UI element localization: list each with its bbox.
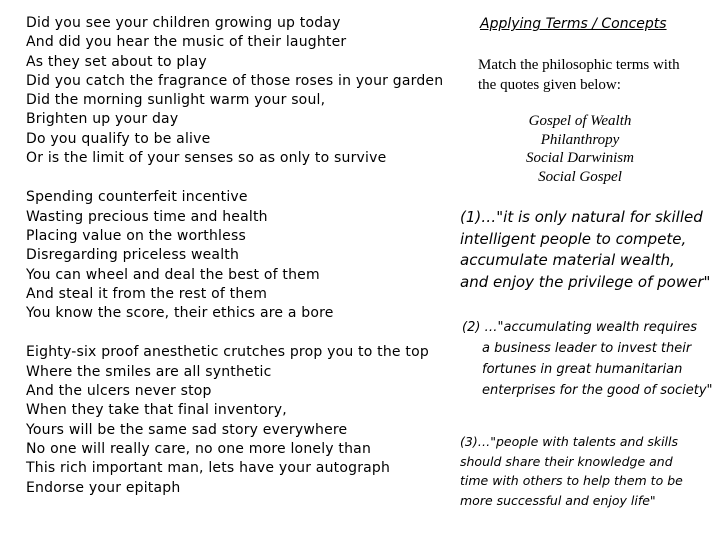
poem-line: Yours will be the same sad story everywhere — [26, 421, 348, 438]
terms-list — [480, 112, 680, 186]
quote-line: fortunes in great humanitarian — [482, 362, 683, 377]
quote-line: a business leader to invest their — [482, 341, 692, 356]
term-item: Social Gospel — [538, 168, 622, 185]
quote-line: time with others to help them to be — [460, 473, 683, 489]
poem-line: When they take that final inventory, — [26, 402, 287, 419]
quote-line: (2) …"accumulating wealth requires — [462, 320, 698, 335]
poem-line: Spending counterfeit incentive — [26, 189, 248, 206]
poem-line: Wasting precious time and health — [26, 208, 268, 225]
poem-line: And did you hear the music of their laughter — [26, 34, 347, 51]
poem-line: Where the smiles are all synthetic — [26, 363, 272, 380]
quote-line: enterprises for the good of society" — [482, 383, 713, 398]
poem-line: Did you catch the fragrance of those roses in your garden — [26, 72, 444, 89]
quote-line: more successful and enjoy life" — [460, 492, 656, 508]
poem-line: Did you see your children growing up today — [26, 15, 341, 31]
poem-line: Or is the limit of your senses so as only to survive — [26, 150, 387, 167]
poem-line: Disregarding priceless wealth — [26, 247, 240, 264]
activity-instruction — [478, 55, 680, 95]
quote-1 — [460, 207, 710, 293]
poem-stanza-1 — [26, 14, 458, 168]
poem-line: Brighten up your day — [26, 111, 179, 128]
poem-line: Eighty-six proof anesthetic crutches prop you to the top — [26, 344, 429, 361]
poem-line: You can wheel and deal the best of them — [26, 266, 320, 283]
instruction-line: Match the philosophic terms with — [478, 57, 680, 73]
poem-line: And the ulcers never stop — [26, 383, 212, 400]
instruction-line: the quotes given below: — [478, 77, 621, 93]
poem-line: Did the morning sunlight warm your soul, — [26, 92, 326, 109]
poem-line: As they set about to play — [26, 53, 207, 70]
term-item: Social Darwinism — [526, 150, 634, 166]
poem — [26, 14, 458, 518]
quote-line: intelligent people to compete, — [460, 229, 687, 248]
quote-line: accumulate material wealth, — [460, 251, 675, 269]
poem-stanza-2 — [26, 188, 458, 323]
quote-2 — [462, 317, 713, 401]
poem-line: No one will really care, no one more lonely than — [26, 440, 372, 457]
poem-line: And steal it from the rest of them — [26, 285, 268, 302]
activity-heading: Applying Terms / Concepts — [480, 16, 667, 32]
quote-line: and enjoy the privilege of power" — [460, 272, 711, 291]
poem-line: You know the score, their ethics are a bore — [26, 305, 334, 322]
poem-line: Do you qualify to be alive — [26, 130, 211, 147]
poem-line: Placing value on the worthless — [26, 227, 246, 244]
term-item: Philanthropy — [540, 131, 620, 148]
quote-line: should share their knowledge and — [460, 453, 673, 469]
poem-line: Endorse your epitaph — [26, 479, 181, 496]
poem-line: This rich important man, lets have your autograph — [26, 460, 391, 477]
poem-stanza-3 — [26, 343, 458, 497]
quote-line: (1)…"it is only natural for skilled — [460, 208, 703, 226]
term-item: Gospel of Wealth — [528, 113, 632, 129]
quote-3 — [460, 432, 683, 510]
quote-line: (3)…"people with talents and skills — [460, 434, 678, 449]
